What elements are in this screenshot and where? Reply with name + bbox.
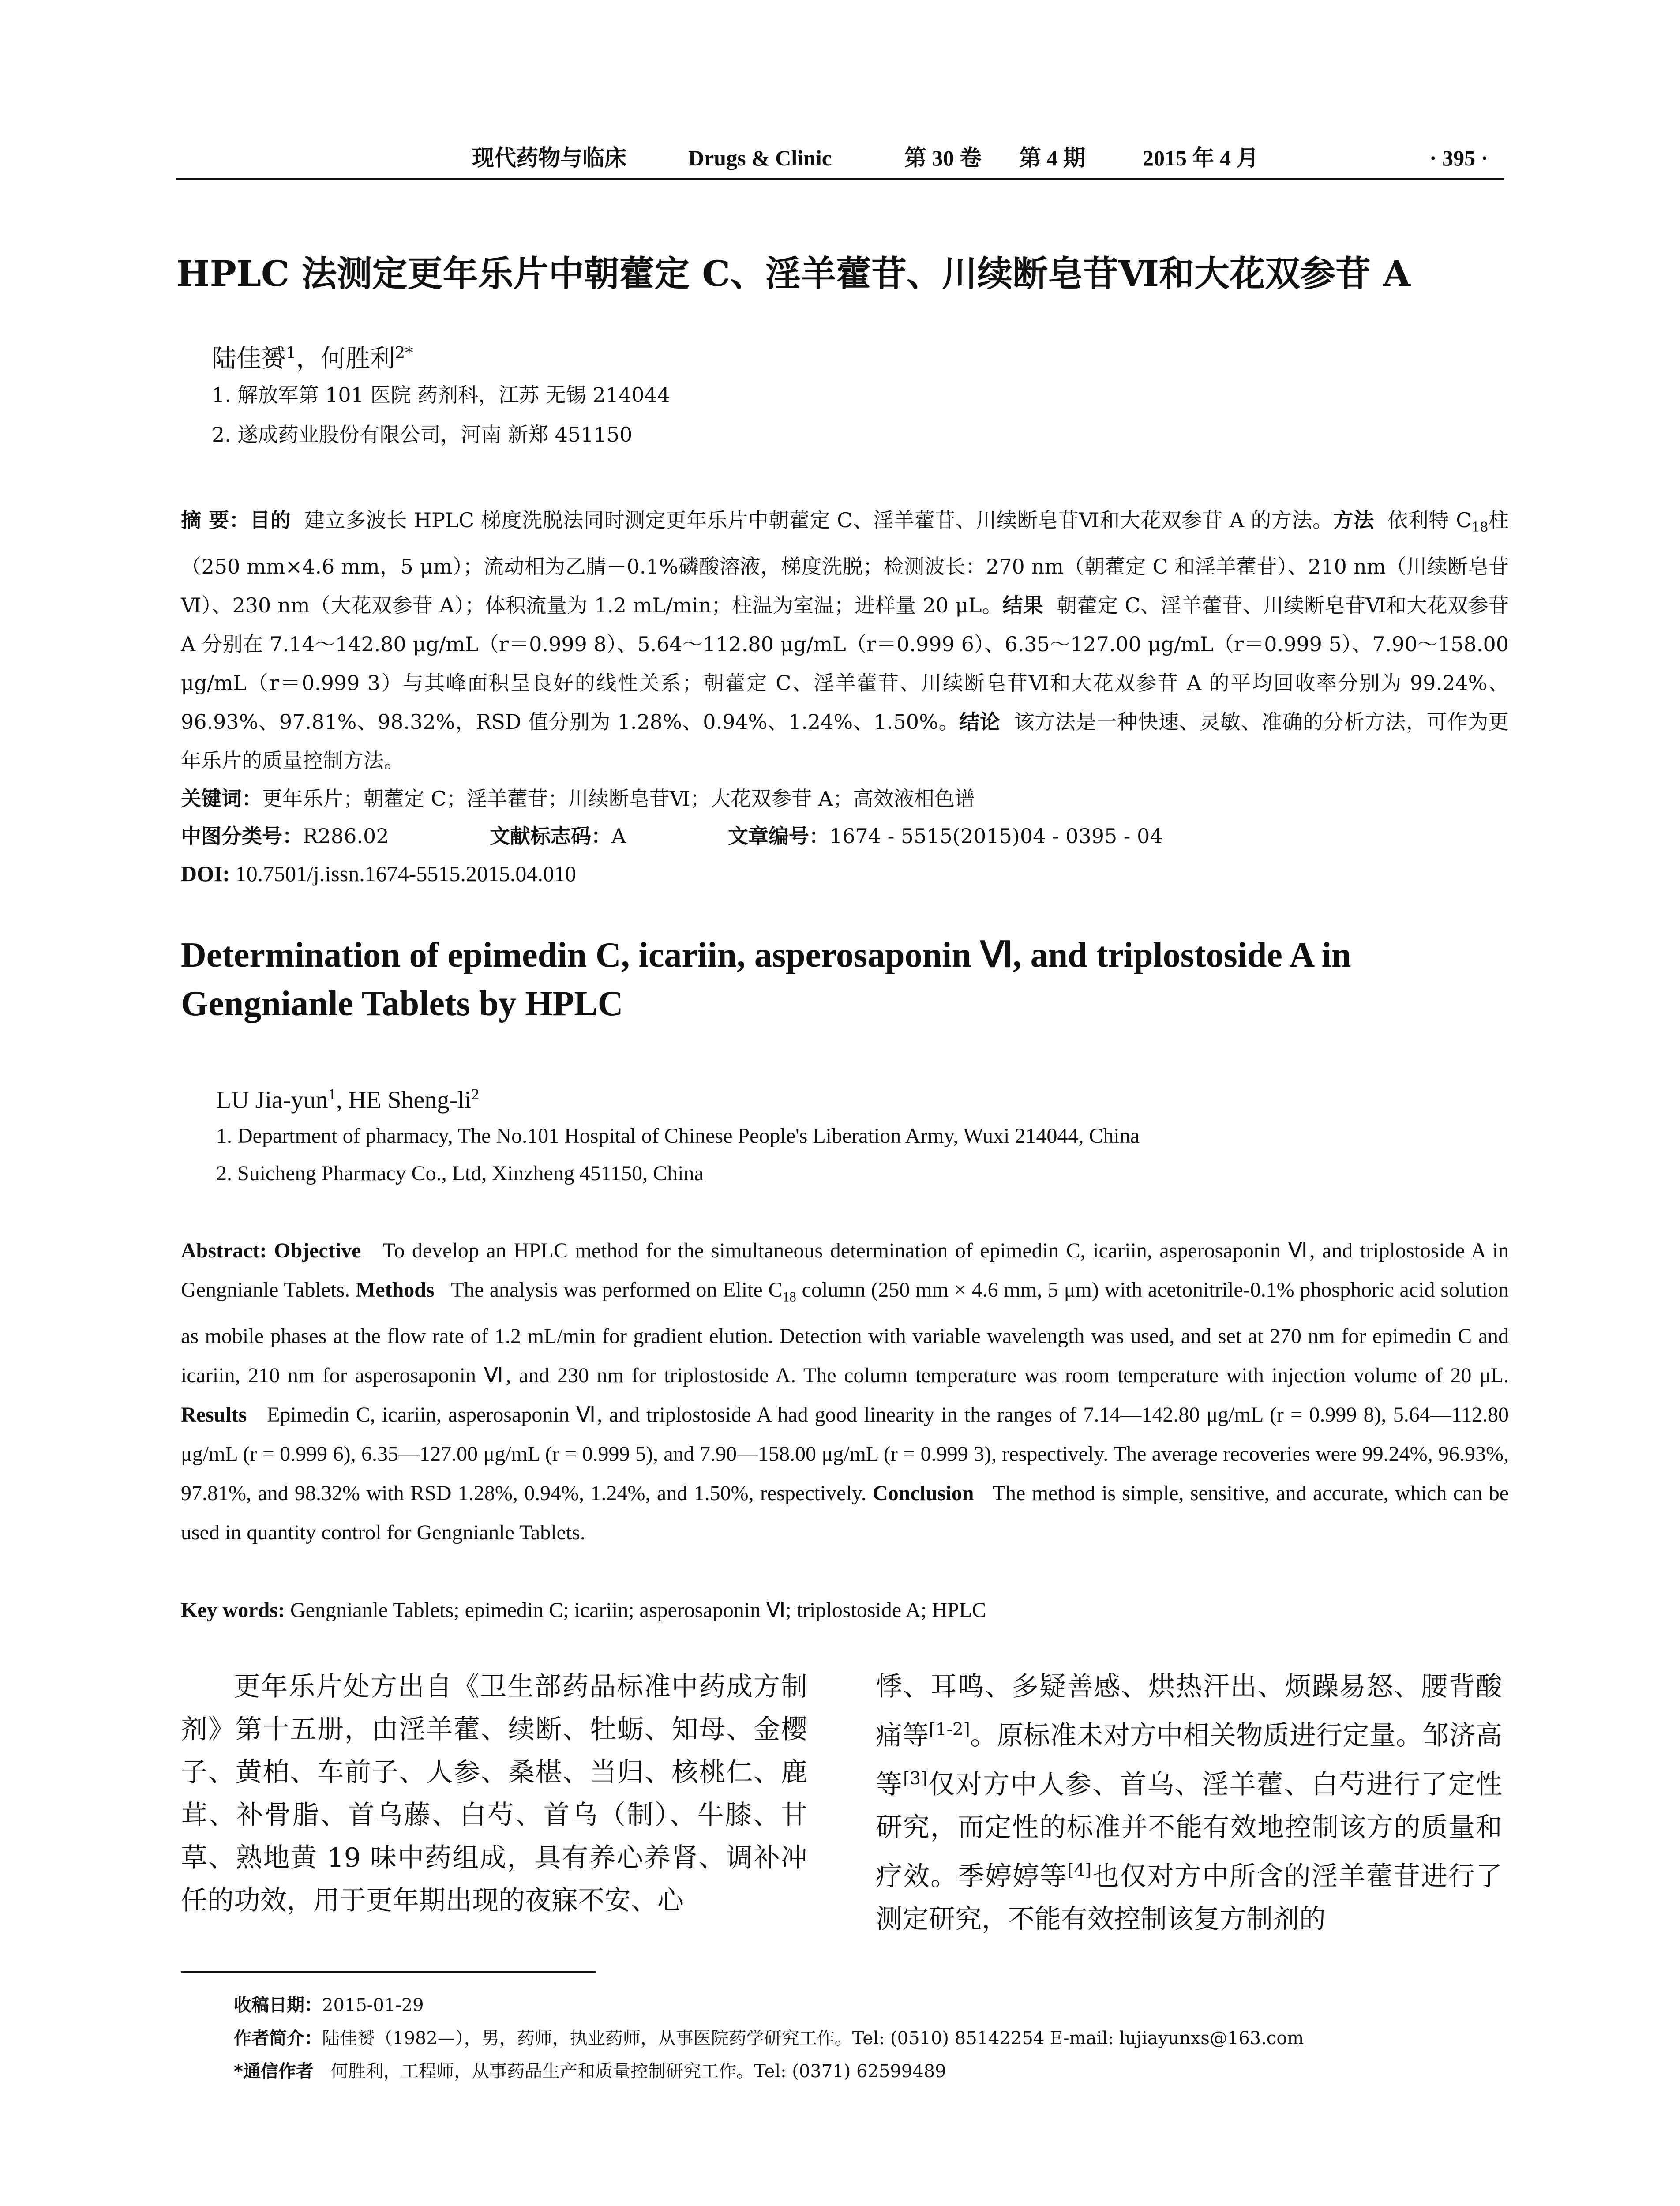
article-number-value: 1674 - 5515(2015)04 - 0395 - 04 <box>829 824 1163 848</box>
running-header <box>176 140 1504 180</box>
body-right-text-4: 也仅对方中所含的淫羊藿苷进行了测定研究，不能有效控制该复方制剂的 <box>876 1861 1503 1935</box>
results-text: 朝藿定 C、淫羊藿苷、川续断皂苷Ⅵ和大花双参苷 A 分别在 7.14～142.80 μg/mL（r＝0.999 8）、5.64～112.80 μg/mL（r＝0.999 6）、6.35～127.00 μg/mL（r＝0.999 5）、7.90～158.00 μg/mL（r＝0.999 3）与其峰面积呈良好的线性关系；朝藿定 C、淫羊藿苷、川续断皂苷Ⅵ和大花双参苷 A 的平均回收率分别为 99.24%、96.93%、97.81%、98.32%，RSD 值分别为 1.28%、0.94%、1.24%、1.50%。 <box>181 593 1509 734</box>
en-keywords-text: Gengnianle Tablets; epimedin C; icariin; asperosaponin Ⅵ; triplostoside A; HPLC <box>290 1598 986 1622</box>
objective-label: 目的 <box>250 508 291 532</box>
abstract-label: 摘 要： <box>181 508 250 532</box>
bio-label: 作者简介： <box>234 2028 322 2048</box>
doi-line <box>181 858 576 889</box>
chinese-authors <box>212 335 413 377</box>
en-results-text: Epimedin C, icariin, asperosaponin Ⅵ, and triplostoside A had good linearity in the ranges of 7.14—142.80 μg/mL (r = 0.999 8), 5.64—112.80 μg/mL (r = 0.999 6), 6.35—127.00 μg/mL (r = 0.999 5), and 7.90—158.00 μg/mL (r = 0.999 3), respectively. The average recoveries were 99.24%, 96.93%, 97.81%, and 98.32% with RSD 1.28%, 0.94%, 1.24%, and 1.50%, respectively. <box>181 1403 1509 1505</box>
conclusion-label: 结论 <box>959 710 1001 734</box>
en-abstract-label: Abstract: <box>181 1239 267 1262</box>
author-1: 陆佳赟 <box>212 344 286 373</box>
doc-code-value: A <box>611 824 626 848</box>
citation-4[interactable]: [4] <box>1067 1861 1092 1880</box>
corresponding-text: 何胜利，工程师，从事药品生产和质量控制研究工作。Tel: (0371) 62599489 <box>330 2061 946 2082</box>
methods-label: 方法 <box>1333 508 1374 532</box>
footnote-divider <box>181 1971 596 1973</box>
en-author-1: LU Jia-yun <box>216 1086 328 1114</box>
english-authors <box>216 1077 479 1118</box>
article-number-label: 文章编号： <box>728 824 829 848</box>
received-label: 收稿日期： <box>234 1995 322 2015</box>
results-label: 结果 <box>1002 593 1044 618</box>
english-affiliation-2: 2. Suicheng Pharmacy Co., Ltd, Xinzheng 451150, China <box>216 1162 704 1185</box>
body-right-text-1: 悸、耳鸣、多疑善感、烘热汗出、烦躁易怒、腰背酸痛等 <box>876 1671 1502 1751</box>
methods-text-b: 柱（250 mm×4.6 mm，5 μm）；流动相为乙腈－0.1%磷酸溶液，梯度洗脱；检测波长：270 nm（朝藿定 C 和淫羊藿苷）、210 nm（川续断皂苷Ⅵ）、230 nm（大花双参苷 A）；体积流量为 1.2 mL/min；柱温为室温；进样量 20 μL。 <box>181 508 1509 618</box>
body-right-text-2: 。原标准未对方中相关物质进行定量。邹济高等 <box>876 1720 1503 1800</box>
en-results-label: Results <box>181 1403 247 1426</box>
english-affiliation-1: 1. Department of pharmacy, The No.101 Hospital of Chinese People's Liberation Army, Wuxi 214044, China <box>216 1124 1140 1148</box>
objective-text: 建立多波长 HPLC 梯度洗脱法同时测定更年乐片中朝藿定 C、淫羊藿苷、川续断皂苷Ⅵ和大花双参苷 A 的方法。 <box>304 508 1333 532</box>
en-conclusion-label: Conclusion <box>873 1481 974 1505</box>
author-2: 何胜利 <box>321 344 395 373</box>
footnote-author-bio <box>234 2025 1304 2052</box>
document-code <box>490 821 626 852</box>
clc-value: R286.02 <box>303 824 389 848</box>
en-author-2: HE Sheng-li <box>348 1086 472 1114</box>
chinese-abstract <box>181 501 1509 780</box>
author-separator: ， <box>296 344 321 373</box>
methods-subscript: 18 <box>1471 520 1489 536</box>
article-number <box>728 821 1163 852</box>
conclusion-text: 该方法是一种快速、灵敏、准确的分析方法，可作为更年乐片的质量控制方法。 <box>181 710 1509 773</box>
english-keywords <box>181 1595 1509 1626</box>
footnote-corresponding <box>234 2058 946 2085</box>
body-right-text-3: 仅对方中人参、首乌、淫羊藿、白芍进行了定性研究，而定性的标准并不能有效地控制该方的质量和疗效。季婷婷等 <box>876 1769 1503 1892</box>
en-objective-text: To develop an HPLC method for the simultaneous determination of epimedin C, icariin, asperosaponin Ⅵ, and triplostoside A in Gengnianle Tablets. <box>181 1239 1509 1302</box>
citation-3[interactable]: [3] <box>903 1769 928 1789</box>
body-column-left: 更年乐片处方出自《卫生部药品标准中药成方制剂》第十五册，由淫羊藿、续断、牡蛎、知母、金樱子、黄柏、车前子、人参、桑椹、当归、核桃仁、鹿茸、补骨脂、首乌藤、白芍、首乌（制）、牛膝、甘草、熟地黄 19 味中药组成，具有养心养肾、调补冲任的功效，用于更年期出现的夜寐不安、心 <box>181 1671 807 1916</box>
en-methods-subscript: 18 <box>782 1289 796 1305</box>
received-date: 2015-01-29 <box>322 1995 424 2015</box>
clc-label: 中图分类号： <box>181 824 303 848</box>
bio-text: 陆佳赟（1982—），男，药师，执业药师，从事医院药学研究工作。Tel: (0510) 85142254 E-mail: lujiayunxs@163.com <box>322 2028 1304 2048</box>
issue: 第 4 期 <box>1019 146 1085 170</box>
keywords-label: 关键词： <box>181 787 262 810</box>
page-number: · 395 · <box>1429 146 1489 170</box>
en-author-2-mark: 2 <box>471 1085 480 1103</box>
en-methods-label: Methods <box>355 1278 435 1302</box>
citation-1-2[interactable]: [1-2] <box>929 1720 970 1740</box>
corresponding-label: *通信作者 <box>234 2061 314 2082</box>
author-1-affiliation-mark: 1 <box>286 343 296 362</box>
body-column-right <box>876 1666 1502 1941</box>
english-abstract <box>181 1231 1509 1552</box>
doi-value: 10.7501/j.issn.1674-5515.2015.04.010 <box>235 861 576 886</box>
chinese-keywords <box>181 783 975 814</box>
en-methods-text-b: column (250 mm × 4.6 mm, 5 μm) with acetonitrile-0.1% phosphoric acid solution as mobile phases at the flow rate of 1.2 mL/min for gradient elution. Detection with variable wavelength was used, and set at 270 nm for epimedin C and icariin, 210 nm for asperosaponin Ⅵ, and 230 nm for triplostoside A. The column temperature was room temperature with injection volume of 20 μL. <box>181 1278 1509 1387</box>
en-author-separator: , <box>336 1086 349 1114</box>
issue-date: 2015 年 4 月 <box>1143 146 1259 170</box>
footnote-received <box>234 1992 424 2018</box>
author-2-affiliation-mark: 2* <box>395 343 413 362</box>
chinese-affiliation-2: 2. 遂成药业股份有限公司，河南 新郑 451150 <box>212 423 633 446</box>
keywords-text: 更年乐片；朝藿定 C；淫羊藿苷；川续断皂苷Ⅵ；大花双参苷 A；高效液相色谱 <box>262 787 975 810</box>
english-title: Determination of epimedin C, icariin, asperosaponin Ⅵ, and triplostoside A in Gengnianle Tablets by HPLC <box>181 936 1351 1023</box>
journal-name-zh: 现代药物与临床 <box>472 146 626 170</box>
volume: 第 30 卷 <box>904 146 982 170</box>
en-methods-text-a: The analysis was performed on Elite C <box>451 1278 783 1302</box>
en-objective-label: Objective <box>274 1239 361 1262</box>
doc-code-label: 文献标志码： <box>490 824 611 848</box>
methods-text-a: 依利特 C <box>1388 508 1472 532</box>
en-keywords-label: Key words: <box>181 1598 285 1622</box>
en-author-1-mark: 1 <box>328 1085 336 1103</box>
doi-label: DOI: <box>181 861 230 886</box>
chinese-affiliation-1: 1. 解放军第 101 医院 药剂科，江苏 无锡 214044 <box>212 383 671 407</box>
journal-name-en: Drugs & Clinic <box>688 146 832 170</box>
classification-line <box>181 821 389 852</box>
en-conclusion-text: The method is simple, sensitive, and accurate, which can be used in quantity control for Gengnianle Tablets. <box>181 1481 1509 1544</box>
chinese-title: HPLC 法测定更年乐片中朝藿定 C、淫羊藿苷、川续断皂苷Ⅵ和大花双参苷 A <box>176 253 1410 294</box>
